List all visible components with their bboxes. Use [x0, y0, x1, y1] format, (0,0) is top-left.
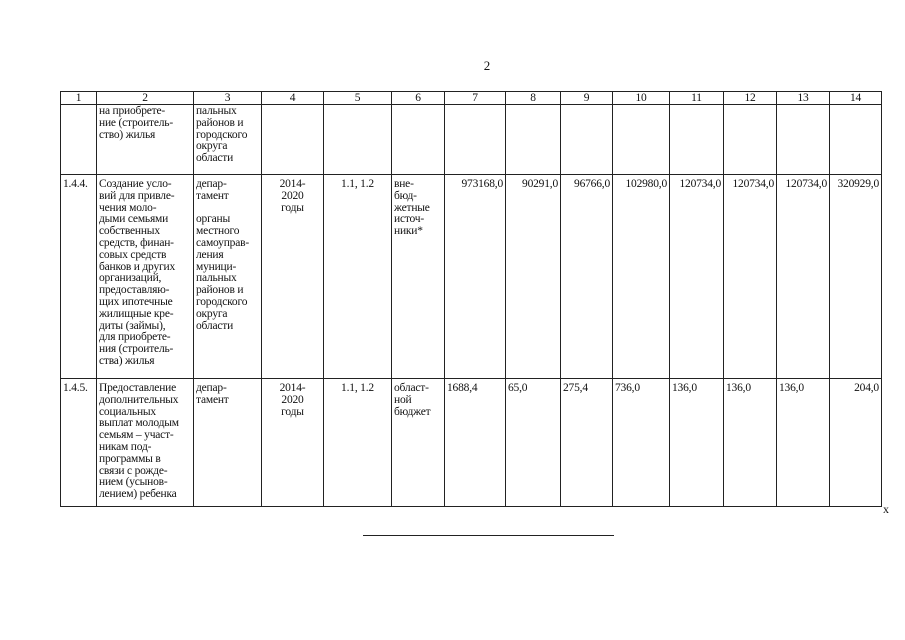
column-number: 14	[830, 92, 882, 105]
year-amount: 275,4	[561, 379, 613, 507]
year-amount: 136,0	[777, 379, 830, 507]
year-amount: 96766,0	[561, 175, 613, 379]
row-number	[61, 105, 97, 175]
year-amount	[561, 105, 613, 175]
year-amount: 204,0	[830, 379, 882, 507]
year-amount	[613, 105, 670, 175]
row-number: 1.4.5.	[61, 379, 97, 507]
target-indicator	[324, 105, 392, 175]
funding-source	[392, 105, 445, 175]
year-amount: 102980,0	[613, 175, 670, 379]
edge-mark: x	[883, 502, 889, 516]
column-number: 11	[670, 92, 724, 105]
activity-name: на приобрете- ние (строитель- ство) жилья	[97, 105, 194, 175]
year-amount: 736,0	[613, 379, 670, 507]
row-number: 1.4.4.	[61, 175, 97, 379]
year-amount: 320929,0	[830, 175, 882, 379]
program-table	[60, 91, 882, 507]
column-number: 12	[724, 92, 777, 105]
target-indicator: 1.1, 1.2	[324, 379, 392, 507]
total-amount: 973168,0	[445, 175, 506, 379]
table-row	[61, 105, 882, 175]
year-amount	[670, 105, 724, 175]
column-number: 2	[97, 92, 194, 105]
period: 2014- 2020 годы	[262, 175, 324, 379]
year-amount	[830, 105, 882, 175]
page-number: 2	[483, 58, 491, 73]
year-amount	[724, 105, 777, 175]
activity-name: Создание усло- вий для привле- чения моло- дыми семьями собственных средств, финан- совых средств банков и других организаций, предоставляю- щих ипотечные жилищные кре- диты (займы), для приобрете- ния (строитель- ства) жилья	[97, 175, 194, 379]
funding-source: вне- бюд- жетные источ- ники*	[392, 175, 445, 379]
column-number: 6	[392, 92, 445, 105]
column-number: 13	[777, 92, 830, 105]
year-amount: 120734,0	[724, 175, 777, 379]
period	[262, 105, 324, 175]
executor: депар- тамент органы местного самоуправ- ления муници- пальных районов и городского округа области	[194, 175, 262, 379]
year-amount	[506, 105, 561, 175]
column-number: 9	[561, 92, 613, 105]
activity-name: Предоставление дополнительных социальных выплат молодым семьям – участ- никам под- программы в связи с рожде- нием (усынов- лением) ребенка	[97, 379, 194, 507]
column-number: 10	[613, 92, 670, 105]
year-amount	[777, 105, 830, 175]
column-number: 3	[194, 92, 262, 105]
executor: депар- тамент	[194, 379, 262, 507]
period: 2014- 2020 годы	[262, 379, 324, 507]
year-amount: 120734,0	[777, 175, 830, 379]
year-amount: 136,0	[670, 379, 724, 507]
executor: пальных районов и городского округа области	[194, 105, 262, 175]
column-number: 8	[506, 92, 561, 105]
column-number: 4	[262, 92, 324, 105]
column-number: 1	[61, 92, 97, 105]
table-row	[61, 379, 882, 507]
year-amount: 136,0	[724, 379, 777, 507]
year-amount: 120734,0	[670, 175, 724, 379]
table-row	[61, 175, 882, 379]
column-number-row	[61, 92, 882, 105]
funding-source: област- ной бюджет	[392, 379, 445, 507]
year-amount: 90291,0	[506, 175, 561, 379]
year-amount: 65,0	[506, 379, 561, 507]
footnote-separator	[363, 535, 614, 536]
total-amount: 1688,4	[445, 379, 506, 507]
column-number: 5	[324, 92, 392, 105]
target-indicator: 1.1, 1.2	[324, 175, 392, 379]
total-amount	[445, 105, 506, 175]
column-number: 7	[445, 92, 506, 105]
